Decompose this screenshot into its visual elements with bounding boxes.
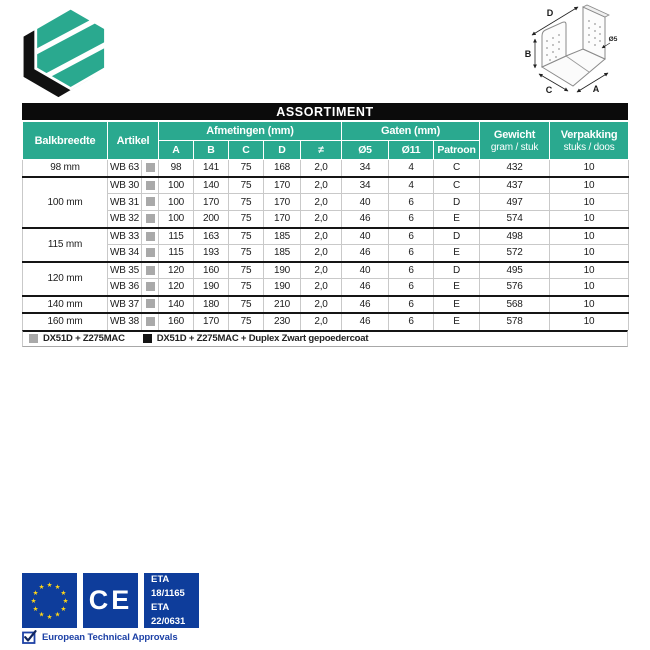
cell-o5: 46 (342, 211, 389, 228)
cell-patroon: D (434, 262, 480, 279)
cell-a: 160 (159, 313, 194, 330)
cell-o11: 6 (389, 228, 434, 245)
finish-square-icon (146, 282, 155, 291)
joist-hanger-drawing (512, 0, 647, 105)
finish-cell (142, 177, 159, 194)
black-square-icon (143, 334, 152, 343)
artikel-cell: WB 37 (108, 296, 142, 313)
cell-verpakking: 10 (550, 160, 629, 177)
cell-gewicht: 572 (480, 245, 550, 262)
cell-thickness: 2,0 (301, 160, 342, 177)
cell-o5: 34 (342, 177, 389, 194)
cell-verpakking: 10 (550, 228, 629, 245)
finish-cell (142, 160, 159, 177)
cell-a: 100 (159, 177, 194, 194)
cell-a: 120 (159, 262, 194, 279)
cell-o5: 46 (342, 313, 389, 330)
dim-label-a: A (592, 84, 600, 94)
cell-b: 180 (194, 296, 229, 313)
table-row (23, 262, 629, 279)
svg-text:★: ★ (46, 612, 53, 621)
balkbreedte-cell: 140 mm (23, 296, 108, 313)
header-col-a: A (159, 141, 194, 160)
artikel-cell: WB 32 (108, 211, 142, 228)
cell-o5: 34 (342, 160, 389, 177)
cell-c: 75 (229, 245, 264, 262)
header-gewicht (480, 122, 550, 160)
cell-thickness: 2,0 (301, 245, 342, 262)
header-col-o11: Ø11 (389, 141, 434, 160)
finish-cell (142, 262, 159, 279)
svg-text:★: ★ (38, 582, 45, 591)
cell-gewicht: 578 (480, 313, 550, 330)
cell-b: 160 (194, 262, 229, 279)
cell-o5: 40 (342, 228, 389, 245)
hole-diameter-label: Ø5 (608, 36, 618, 43)
cell-patroon: C (434, 177, 480, 194)
certification-logos (22, 573, 199, 628)
finish-cell (142, 313, 159, 330)
cell-c: 75 (229, 228, 264, 245)
cell-a: 115 (159, 228, 194, 245)
cell-gewicht: 574 (480, 211, 550, 228)
finish-square-icon (146, 197, 155, 206)
cell-patroon: C (434, 160, 480, 177)
svg-text:★: ★ (46, 580, 53, 589)
balkbreedte-cell: 100 mm (23, 177, 108, 228)
cell-gewicht: 576 (480, 279, 550, 296)
svg-text:★: ★ (38, 610, 45, 619)
cell-d: 190 (264, 262, 301, 279)
cell-patroon: E (434, 211, 480, 228)
cell-d: 170 (264, 211, 301, 228)
balkbreedte-cell: 98 mm (23, 160, 108, 177)
cell-gewicht: 497 (480, 194, 550, 211)
cell-a: 140 (159, 296, 194, 313)
cell-verpakking: 10 (550, 194, 629, 211)
dim-label-b: B (524, 49, 532, 59)
cell-o5: 46 (342, 296, 389, 313)
svg-text:★: ★ (60, 588, 67, 597)
finish-square-icon (146, 248, 155, 257)
header-balkbreedte: Balkbreedte (23, 122, 108, 160)
cell-verpakking: 10 (550, 211, 629, 228)
finish-cell (142, 211, 159, 228)
cell-o11: 6 (389, 296, 434, 313)
cell-gewicht: 437 (480, 177, 550, 194)
cell-c: 75 (229, 177, 264, 194)
balkbreedte-cell: 115 mm (23, 228, 108, 262)
header-col-thickness: ≠ (301, 141, 342, 160)
finish-square-icon (146, 317, 155, 326)
cell-o11: 6 (389, 194, 434, 211)
finish-cell (142, 194, 159, 211)
svg-text:★: ★ (30, 596, 37, 605)
legend-item-powdercoat (143, 333, 369, 344)
cell-b: 141 (194, 160, 229, 177)
cell-gewicht: 568 (480, 296, 550, 313)
cell-gewicht: 495 (480, 262, 550, 279)
cell-o5: 40 (342, 262, 389, 279)
table-title: ASSORTIMENT (22, 103, 628, 121)
artikel-cell: WB 30 (108, 177, 142, 194)
cell-patroon: E (434, 279, 480, 296)
cell-a: 115 (159, 245, 194, 262)
balkbreedte-cell: 120 mm (23, 262, 108, 296)
cell-b: 190 (194, 279, 229, 296)
cell-c: 75 (229, 160, 264, 177)
cell-verpakking: 10 (550, 296, 629, 313)
cell-c: 75 (229, 313, 264, 330)
artikel-cell: WB 63 (108, 160, 142, 177)
cell-thickness: 2,0 (301, 228, 342, 245)
cell-o5: 46 (342, 279, 389, 296)
finish-legend (22, 330, 628, 347)
cell-b: 193 (194, 245, 229, 262)
cell-patroon: E (434, 245, 480, 262)
cell-verpakking: 10 (550, 262, 629, 279)
artikel-cell: WB 34 (108, 245, 142, 262)
cell-b: 140 (194, 177, 229, 194)
cell-c: 75 (229, 279, 264, 296)
cell-patroon: E (434, 296, 480, 313)
ce-label: CE (88, 585, 133, 615)
cell-o11: 4 (389, 160, 434, 177)
finish-cell (142, 228, 159, 245)
european-technical-approvals (22, 630, 178, 644)
cell-d: 170 (264, 177, 301, 194)
svg-text:★: ★ (54, 610, 61, 619)
checkbox-check-icon (22, 630, 38, 644)
balkbreedte-cell: 160 mm (23, 313, 108, 330)
svg-text:★: ★ (60, 604, 67, 613)
eta-line-2: ETA 22/0631 (151, 601, 186, 627)
table-row (23, 313, 629, 330)
table-row (23, 228, 629, 245)
header-gewicht-title: Gewicht (493, 129, 536, 141)
artikel-cell: WB 36 (108, 279, 142, 296)
cell-o11: 6 (389, 211, 434, 228)
header-gewicht-sub: gram / stuk (490, 142, 539, 153)
cell-o5: 46 (342, 245, 389, 262)
cell-c: 75 (229, 296, 264, 313)
header-afmetingen: Afmetingen (mm) (159, 122, 342, 141)
finish-cell (142, 245, 159, 262)
cell-b: 163 (194, 228, 229, 245)
artikel-cell: WB 31 (108, 194, 142, 211)
cell-patroon: E (434, 313, 480, 330)
cell-a: 98 (159, 160, 194, 177)
header-col-d: D (264, 141, 301, 160)
legend-label: DX51D + Z275MAC (43, 333, 125, 344)
header-col-c: C (229, 141, 264, 160)
finish-square-icon (146, 163, 155, 172)
cell-patroon: D (434, 194, 480, 211)
approvals-label: European Technical Approvals (42, 631, 178, 643)
cell-verpakking: 10 (550, 177, 629, 194)
finish-cell (142, 279, 159, 296)
cell-b: 170 (194, 194, 229, 211)
table-row (23, 279, 629, 296)
assortment-table (22, 103, 628, 347)
cell-o11: 6 (389, 262, 434, 279)
svg-text:★: ★ (62, 596, 69, 605)
eta-approvals-badge (144, 573, 199, 628)
cell-o5: 40 (342, 194, 389, 211)
finish-square-icon (146, 266, 155, 275)
cell-c: 75 (229, 194, 264, 211)
brand-striped-hexagon-icon (16, 8, 114, 98)
header-gaten: Gaten (mm) (342, 122, 480, 141)
assortment-table-body (23, 160, 629, 330)
header-artikel: Artikel (108, 122, 159, 160)
cell-o11: 6 (389, 313, 434, 330)
cell-thickness: 2,0 (301, 262, 342, 279)
dim-label-d: D (546, 8, 554, 18)
cell-d: 185 (264, 228, 301, 245)
cell-c: 75 (229, 262, 264, 279)
cell-d: 210 (264, 296, 301, 313)
cell-gewicht: 432 (480, 160, 550, 177)
cell-thickness: 2,0 (301, 296, 342, 313)
finish-square-icon (146, 232, 155, 241)
header-col-o5: Ø5 (342, 141, 389, 160)
svg-text:★: ★ (32, 604, 39, 613)
header-verpakking (550, 122, 629, 160)
cell-thickness: 2,0 (301, 194, 342, 211)
eta-line-1: ETA 18/1165 (151, 573, 185, 599)
legend-label: DX51D + Z275MAC + Duplex Zwart gepoedercoat (156, 333, 369, 344)
gray-square-icon (29, 334, 38, 343)
cell-o11: 6 (389, 245, 434, 262)
cell-thickness: 2,0 (301, 177, 342, 194)
table-row (23, 211, 629, 228)
cell-b: 170 (194, 313, 229, 330)
header-verpakking-sub: stuks / doos (563, 142, 615, 153)
cell-d: 168 (264, 160, 301, 177)
finish-square-icon (146, 299, 155, 308)
svg-text:★: ★ (32, 588, 39, 597)
table-row (23, 160, 629, 177)
cell-d: 190 (264, 279, 301, 296)
finish-square-icon (146, 181, 155, 190)
table-row (23, 296, 629, 313)
cell-o11: 6 (389, 279, 434, 296)
table-row (23, 245, 629, 262)
cell-thickness: 2,0 (301, 211, 342, 228)
finish-square-icon (146, 214, 155, 223)
cell-a: 100 (159, 194, 194, 211)
cell-thickness: 2,0 (301, 313, 342, 330)
ce-mark-icon (83, 573, 138, 628)
eu-flag-icon (22, 573, 77, 628)
header-col-patroon: Patroon (434, 141, 480, 160)
cell-patroon: D (434, 228, 480, 245)
svg-text:★: ★ (54, 582, 61, 591)
table-row (23, 194, 629, 211)
cell-d: 230 (264, 313, 301, 330)
artikel-cell: WB 33 (108, 228, 142, 245)
cell-gewicht: 498 (480, 228, 550, 245)
dim-label-c: C (545, 85, 553, 95)
cell-c: 75 (229, 211, 264, 228)
cell-d: 170 (264, 194, 301, 211)
finish-cell (142, 296, 159, 313)
artikel-cell: WB 35 (108, 262, 142, 279)
cell-b: 200 (194, 211, 229, 228)
cell-d: 185 (264, 245, 301, 262)
cell-a: 120 (159, 279, 194, 296)
cell-thickness: 2,0 (301, 279, 342, 296)
cell-o11: 4 (389, 177, 434, 194)
cell-verpakking: 10 (550, 313, 629, 330)
table-row (23, 177, 629, 194)
cell-verpakking: 10 (550, 245, 629, 262)
cell-a: 100 (159, 211, 194, 228)
header-verpakking-title: Verpakking (560, 129, 618, 141)
header-col-b: B (194, 141, 229, 160)
cell-verpakking: 10 (550, 279, 629, 296)
legend-item-galvanized (29, 333, 125, 344)
artikel-cell: WB 38 (108, 313, 142, 330)
